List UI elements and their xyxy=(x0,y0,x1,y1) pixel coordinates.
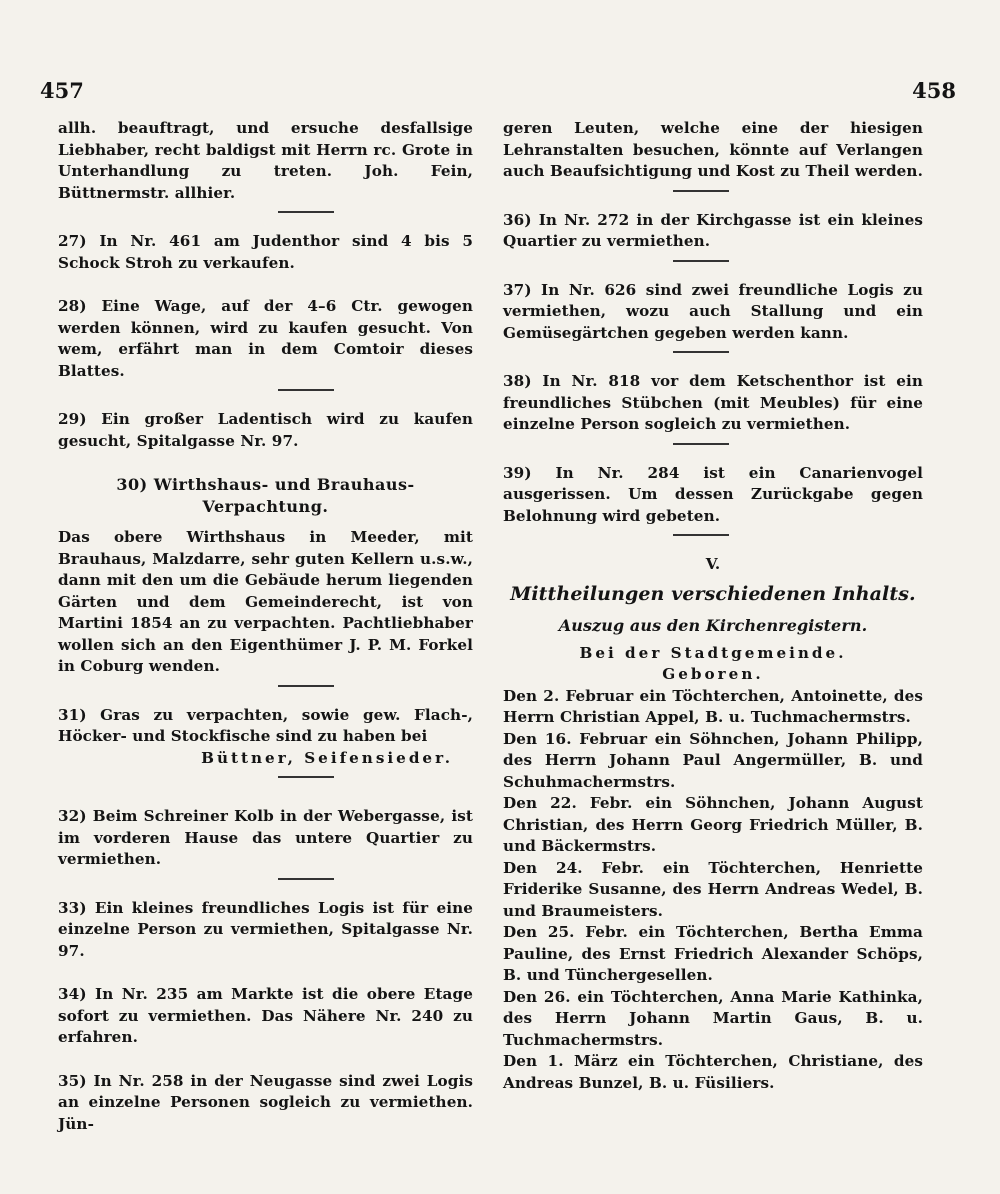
intro-paragraph: allh. beauftragt, und ersuche desfallsige Liebhaber, recht baldigst mit Herrn rc. Grote in Unterhandlung zu treten. Joh. Fein, Büttnermstr. allhier. xyxy=(58,119,473,202)
ad-38: 38) In Nr. 818 vor dem Ketschenthor ist ein freundliches Stübchen (mit Meubles) für eine einzelne Person sogleich zu vermiethen. xyxy=(503,372,923,433)
register-entry: Den 25. Febr. ein Töchterchen, Bertha Emma Pauline, des Ernst Friedrich Alexander Schöps, B. und Tünchergesellen. xyxy=(503,923,923,984)
ad-30-title-line-1: 30) Wirthshaus- und Brauhaus- xyxy=(116,475,415,494)
ad-31-signature: Büttner, Seifensieder. xyxy=(201,748,453,767)
right-column xyxy=(503,118,923,1094)
ad-30-body: Das obere Wirthshaus in Meeder, mit Brauhaus, Malzdarre, sehr guten Kellern u.s.w., dann mit den um die Gebäude herum liegenden Gärten und dem Gemeinderecht, ist von Martini 1854 an zu verpachten. Pachtliebhaber wollen sich an den Eigenthümer J. P. M. Forkel in Coburg wenden. xyxy=(58,528,473,675)
divider xyxy=(278,878,334,880)
register-entry: Den 22. Febr. ein Söhnchen, Johann August Christian, des Herrn Georg Friedrich Müller, B. und Bäckermstrs. xyxy=(503,794,923,855)
ad-37: 37) In Nr. 626 sind zwei freundliche Logis zu vermiethen, wozu auch Stallung und ein Gemüsegärtchen gegeben werden kann. xyxy=(503,280,923,342)
divider xyxy=(673,534,729,536)
ad-33: 33) Ein kleines freundliches Logis ist für eine einzelne Person zu vermiethen, Spitalgasse Nr. 97. xyxy=(58,898,473,960)
register-entry: Den 1. März ein Töchterchen, Christiane, des Andreas Bunzel, B. u. Füsiliers. xyxy=(503,1052,923,1092)
ad-29: 29) Ein großer Ladentisch wird zu kaufen gesucht, Spitalgasse Nr. 97. xyxy=(58,410,473,450)
divider xyxy=(673,351,729,353)
ad-36: 36) In Nr. 272 in der Kirchgasse ist ein kleines Quartier zu vermiethen. xyxy=(503,210,923,250)
ad-28: 28) Eine Wage, auf der 4–6 Ctr. gewogen werden können, wird zu kaufen gesucht. Von wem, erfährt man in dem Comtoir dieses Blattes. xyxy=(58,297,473,380)
page-number-right: 458 xyxy=(912,78,956,103)
divider xyxy=(278,389,334,391)
divider xyxy=(673,260,729,262)
section-title: Mittheilungen verschiedenen Inhalts. xyxy=(510,582,916,605)
divider xyxy=(278,685,334,687)
ad-35-continuation: geren Leuten, welche eine der hiesigen Lehranstalten besuchen, könnte auf Verlangen auch Beaufsichtigung und Kost zu Theil werden. xyxy=(503,119,923,180)
page-number-left: 457 xyxy=(40,78,84,103)
register-entry: Den 24. Febr. ein Töchterchen, Henriette Friderike Susanne, des Herrn Andreas Wedel, B. und Braumeisters. xyxy=(503,858,923,920)
ad-39: 39) In Nr. 284 ist ein Canarienvogel ausgerissen. Um dessen Zurückgabe gegen Belohnung wird gebeten. xyxy=(503,463,923,525)
ad-30-title-line-2: Verpachtung. xyxy=(202,496,329,516)
ad-31: 31) Gras zu verpachten, sowie gew. Flach-, Höcker- und Stockfische sind zu haben bei xyxy=(58,705,473,745)
divider xyxy=(673,190,729,192)
register-entry: Den 26. ein Töchterchen, Anna Marie Kathinka, des Herrn Johann Martin Gaus, B. u. Tuchmachermstrs. xyxy=(503,987,923,1049)
ad-27: 27) In Nr. 461 am Judenthor sind 4 bis 5 Schock Stroh zu verkaufen. xyxy=(58,232,473,272)
register-entry: Den 16. Februar ein Söhnchen, Johann Philipp, des Herrn Johann Paul Angermüller, B. und Schuhmachermstrs. xyxy=(503,729,923,791)
divider xyxy=(278,211,334,213)
parish-heading: Bei der Stadtgemeinde. xyxy=(579,643,847,662)
born-heading: Geboren. xyxy=(662,665,764,683)
left-column xyxy=(58,118,473,1135)
section-number: V. xyxy=(705,555,721,573)
divider xyxy=(278,776,334,778)
sub-title: Auszug aus den Kirchenregistern. xyxy=(558,616,868,635)
divider xyxy=(673,443,729,445)
ad-35: 35) In Nr. 258 in der Neugasse sind zwei Logis an einzelne Personen sogleich zu vermiethen. Jün- xyxy=(58,1071,473,1133)
ad-34: 34) In Nr. 235 am Markte ist die obere Etage sofort zu vermiethen. Das Nähere Nr. 240 zu erfahren. xyxy=(58,985,473,1046)
register-entry: Den 2. Februar ein Töchterchen, Antoinette, des Herrn Christian Appel, B. u. Tuchmachermstrs. xyxy=(503,686,923,726)
ad-32: 32) Beim Schreiner Kolb in der Webergasse, ist im vorderen Hause das untere Quartier zu vermiethen. xyxy=(58,807,473,868)
